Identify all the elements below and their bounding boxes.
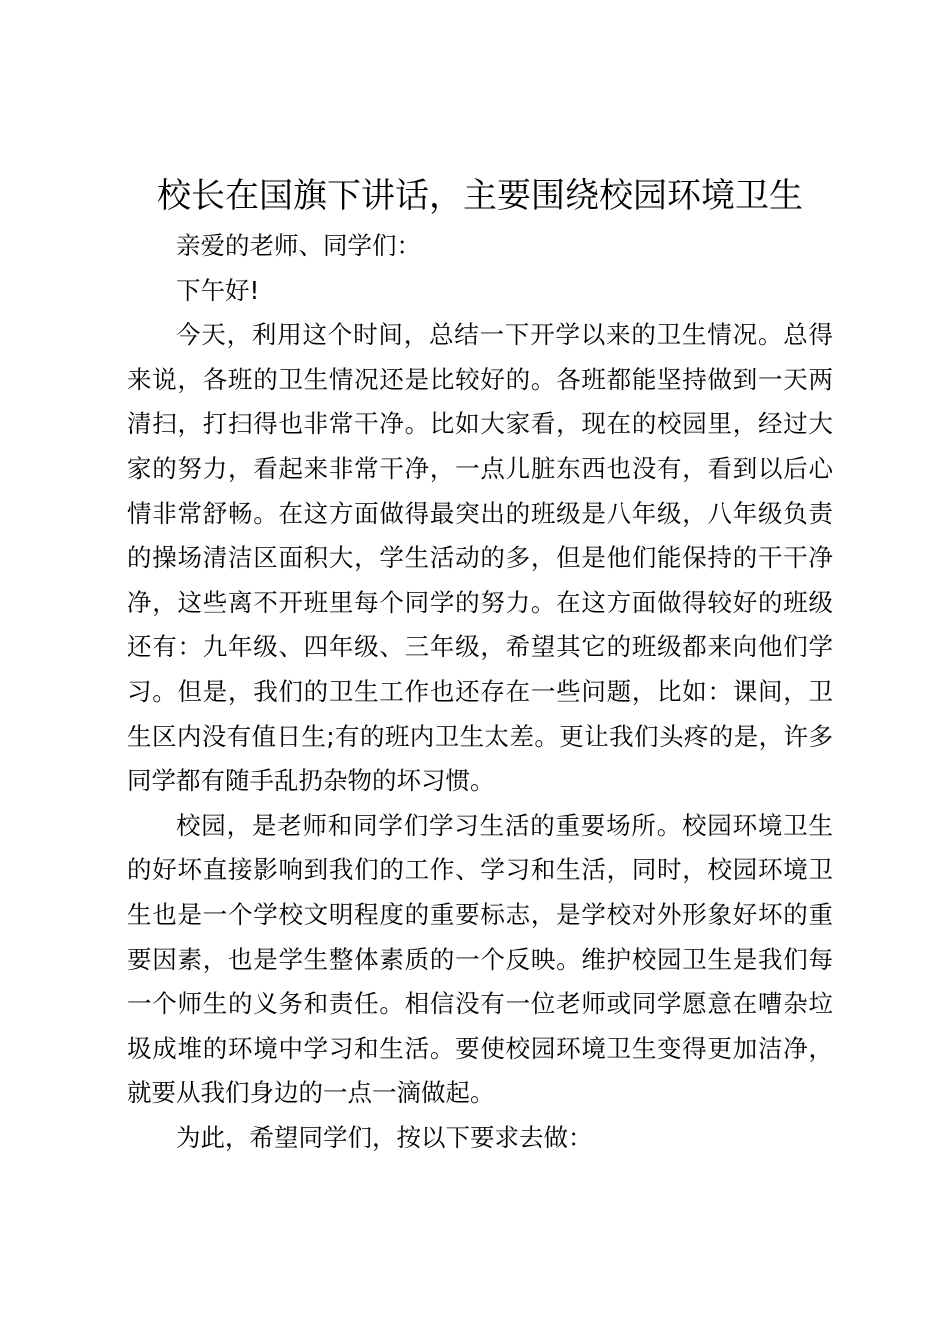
greeting-line: 亲爱的老师、同学们：	[176, 231, 421, 260]
document-body	[127, 224, 833, 1160]
document-title: 校长在国旗下讲话，主要围绕校园环境卫生	[157, 176, 803, 216]
paragraph-1: 今天，利用这个时间，总结一下开学以来的卫生情况。总得来说，各班的卫生情况还是比较好的。各班都能坚持做到一天两清扫，打扫得也非常干净。比如大家看，现在的校园里，经过大家的努力，看起来非常干净，一点儿脏东西也没有，看到以后心情非常舒畅。在这方面做得最突出的班级是八年级，八年级负责的操场清洁区面积大，学生活动的多，但是他们能保持的干干净净，这些离不开班里每个同学的努力。在这方面做得较好的班级还有：九年级、四年级、三年级，希望其它的班级都来向他们学习。但是，我们的卫生工作也还存在一些问题，比如：课间，卫生区内没有值日生;有的班内卫生太差。更让我们头疼的是，许多同学都有随手乱扔杂物的坏习惯。	[127, 320, 833, 796]
salutation-line: 下午好!	[176, 275, 260, 305]
paragraph-2: 校园，是老师和同学们学习生活的重要场所。校园环境卫生的好坏直接影响到我们的工作、学习和生活，同时，校园环境卫生也是一个学校文明程度的重要标志，是学校对外形象好坏的重要因素，也是学生整体素质的一个反映。维护校园卫生是我们每一个师生的义务和责任。相信没有一位老师或同学愿意在嘈杂垃圾成堆的环境中学习和生活。要使校园环境卫生变得更加洁净，就要从我们身边的一点一滴做起。	[127, 810, 833, 1108]
paragraph-3: 为此，希望同学们，按以下要求去做：	[176, 1122, 593, 1152]
